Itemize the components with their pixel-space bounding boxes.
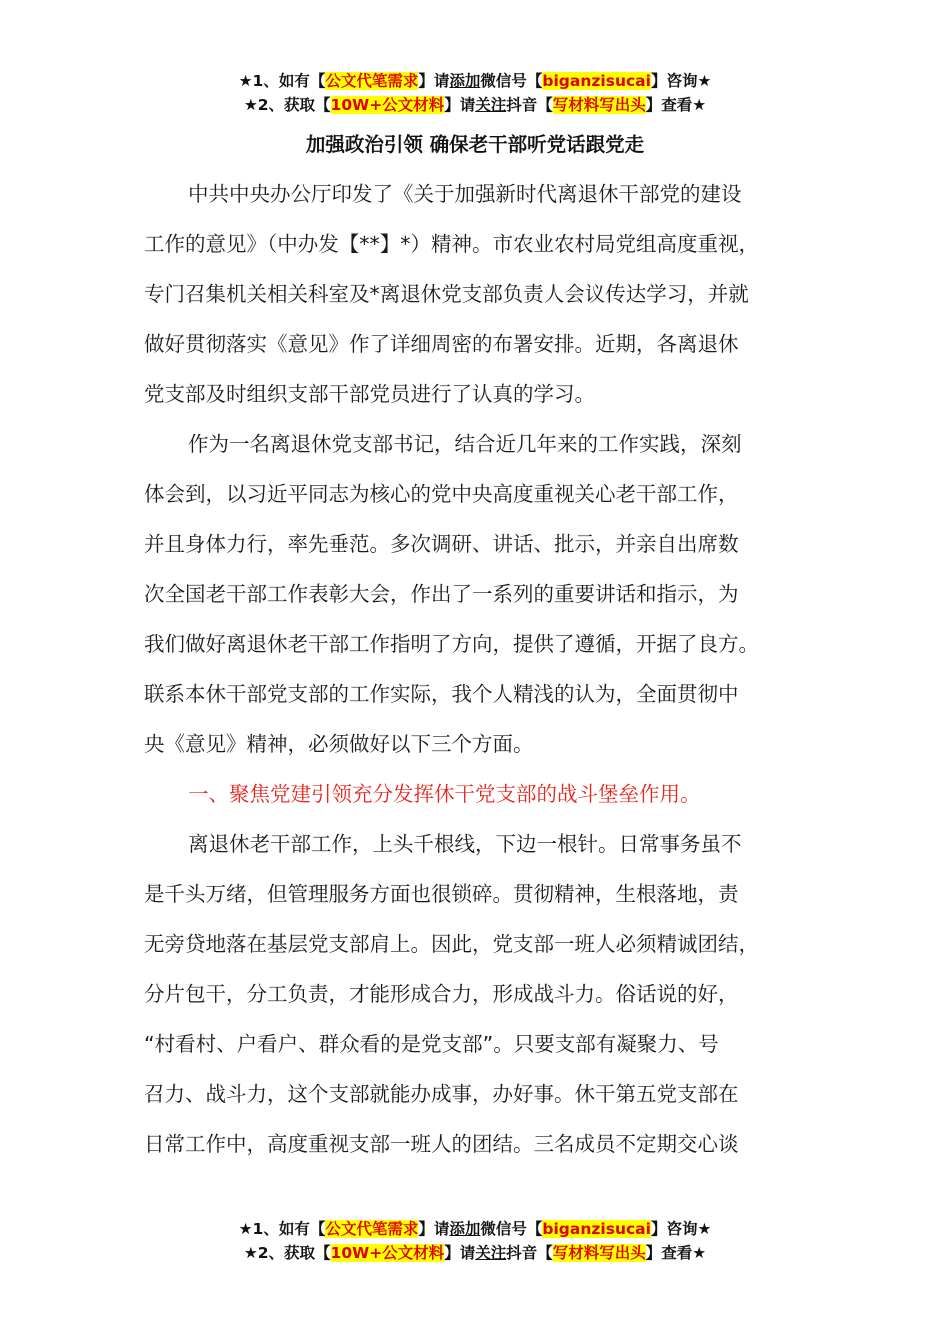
body-line: 联系本休干部党支部的工作实际，我个人精浅的认为，全面贯彻中 (144, 682, 739, 706)
banner-underline-text: 添加 (449, 1220, 481, 1238)
banner-text: 】请 (444, 1244, 476, 1262)
banner-highlight: 公文代笔需求 (325, 72, 419, 90)
document-title: 加强政治引领 确保老干部听党话跟党走 (305, 133, 645, 156)
document-body (144, 169, 834, 1169)
banner-highlight: 10W+公文材料 (330, 1244, 445, 1262)
banner-text: 微信号【 (480, 72, 543, 90)
banner-line-1 (0, 1217, 950, 1241)
banner-wechat-id: biganzisucai (542, 1220, 651, 1238)
banner-text: 】查看★ (645, 96, 707, 114)
banner-text: 抖音【 (506, 1244, 553, 1262)
banner-text: 】咨询★ (650, 72, 712, 90)
banner-text: ★1、如有【 (238, 1220, 326, 1238)
body-line: 央《意见》精神，必须做好以下三个方面。 (144, 732, 534, 756)
bottom-banner (0, 1217, 950, 1265)
section-heading: 一、聚焦党建引领充分发挥休干党支部的战斗堡垒作用。 (188, 782, 701, 806)
body-line: 召力、战斗力，这个支部就能办成事，办好事。休干第五党支部在 (144, 1082, 739, 1106)
banner-text: ★2、获取【 (243, 1244, 331, 1262)
banner-text: 抖音【 (506, 96, 553, 114)
body-line: 是千头万绪，但管理服务方面也很锁碎。贯彻精神，生根落地，责 (144, 882, 739, 906)
top-banner (0, 69, 950, 117)
banner-line-2 (0, 93, 950, 117)
body-line: 分片包干，分工负责，才能形成合力，形成战斗力。俗话说的好， (144, 982, 739, 1006)
body-line: 并且身体力行，率先垂范。多次调研、讲话、批示，并亲自出席数 (144, 532, 739, 556)
banner-text: 】请 (418, 1220, 450, 1238)
banner-text: 】请 (418, 72, 450, 90)
banner-text: ★2、获取【 (243, 96, 331, 114)
banner-wechat-id: biganzisucai (542, 72, 651, 90)
banner-highlight: 公文代笔需求 (325, 1220, 419, 1238)
banner-line-1 (0, 69, 950, 93)
banner-douyin-id: 写材料写出头 (552, 1244, 646, 1262)
body-line: “村看村、户看户、群众看的是党支部”。只要支部有凝聚力、号 (144, 1032, 719, 1056)
body-line: 体会到，以习近平同志为核心的党中央高度重视关心老干部工作， (144, 482, 739, 506)
body-line: 党支部及时组织支部干部党员进行了认真的学习。 (144, 382, 595, 406)
body-line: 作为一名离退休党支部书记，结合近几年来的工作实践，深刻 (188, 432, 742, 456)
banner-line-2 (0, 1241, 950, 1265)
banner-text: 】查看★ (645, 1244, 707, 1262)
body-line: 离退休老干部工作，上头千根线，下边一根针。日常事务虽不 (188, 832, 742, 856)
body-line: 做好贯彻落实《意见》作了详细周密的布署安排。近期，各离退休 (144, 332, 739, 356)
body-line: 工作的意见》（中办发【**】*）精神。市农业农村局党组高度重视， (144, 232, 759, 256)
banner-text: 】请 (444, 96, 476, 114)
body-line: 无旁贷地落在基层党支部肩上。因此，党支部一班人必须精诚团结， (144, 932, 759, 956)
body-line: 日常工作中，高度重视支部一班人的团结。三名成员不定期交心谈 (144, 1132, 739, 1156)
body-line: 中共中央办公厅印发了《关于加强新时代离退休干部党的建设 (188, 182, 742, 206)
banner-underline-text: 关注 (475, 96, 507, 114)
banner-text: 】咨询★ (650, 1220, 712, 1238)
banner-underline-text: 关注 (475, 1244, 507, 1262)
body-line: 专门召集机关相关科室及*离退休党支部负责人会议传达学习，并就 (144, 282, 749, 306)
banner-text: 微信号【 (480, 1220, 543, 1238)
body-line: 我们做好离退休老干部工作指明了方向，提供了遵循，开据了良方。 (144, 632, 759, 656)
banner-highlight: 10W+公文材料 (330, 96, 445, 114)
banner-douyin-id: 写材料写出头 (552, 96, 646, 114)
body-line: 次全国老干部工作表彰大会，作出了一系列的重要讲话和指示，为 (144, 582, 739, 606)
banner-underline-text: 添加 (449, 72, 481, 90)
banner-text: ★1、如有【 (238, 72, 326, 90)
